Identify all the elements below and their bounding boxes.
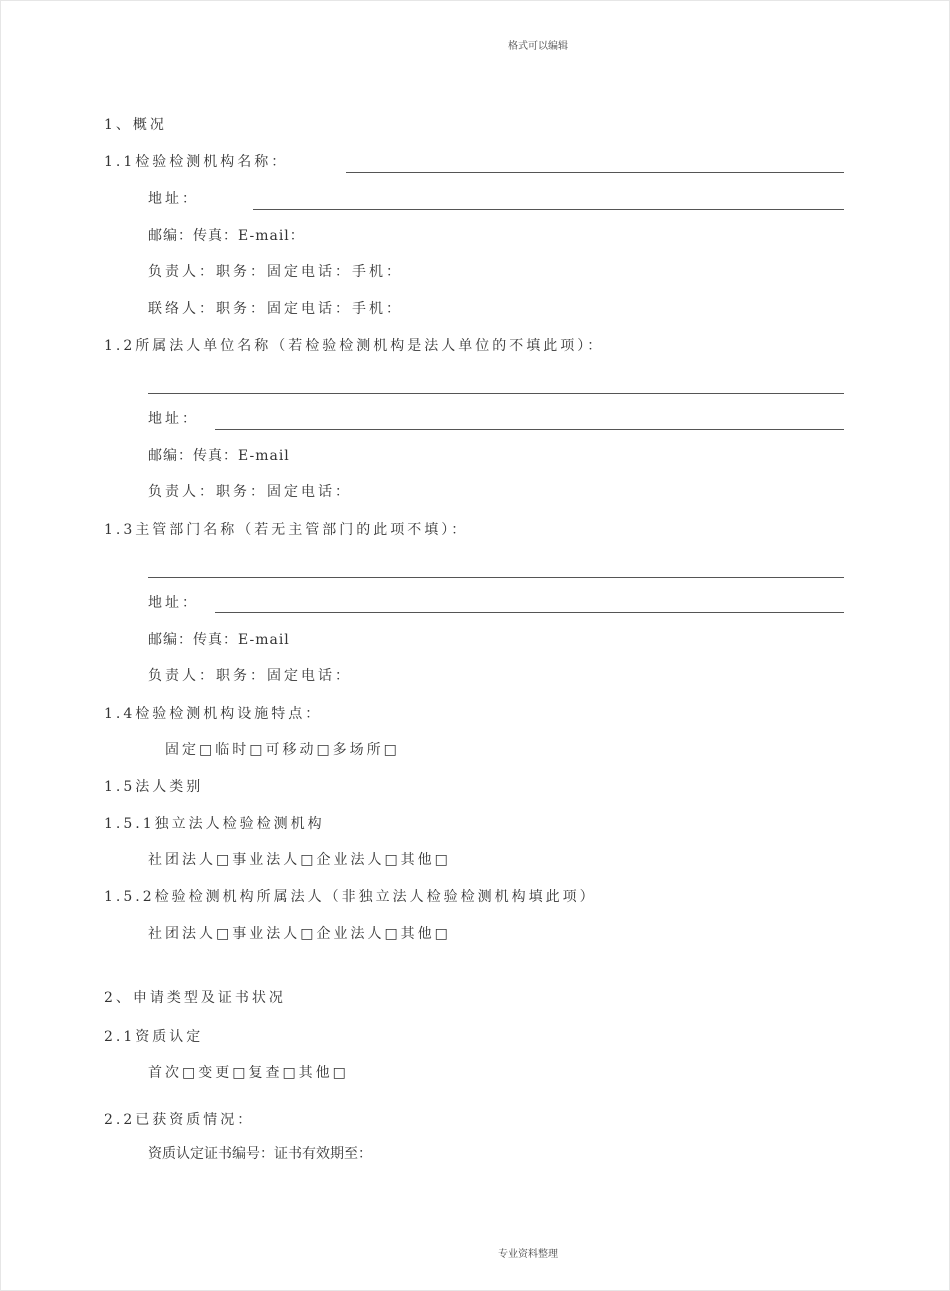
page-header: 格式可以编辑	[508, 41, 568, 52]
field-1-1-address-label: 地址：	[148, 191, 199, 207]
section-1-title: 1、概况	[104, 117, 167, 133]
field-1-1-name-line[interactable]	[346, 172, 844, 173]
field-2-1-options[interactable]: 首次□变更□复查□其他□	[148, 1065, 349, 1081]
field-1-5-1-label: 1.5.1独立法人检验检测机构	[104, 816, 325, 832]
field-2-1-label: 2.1资质认定	[104, 1029, 204, 1045]
field-1-2-address-label: 地址：	[148, 411, 199, 427]
field-2-2-label: 2.2已获资质情况：	[104, 1112, 255, 1128]
field-1-3-name-line[interactable]	[148, 577, 844, 578]
field-1-3-label: 1.3主管部门名称（若无主管部门的此项不填）：	[104, 522, 469, 538]
field-1-1-address-line[interactable]	[253, 209, 844, 210]
field-1-2-address-line[interactable]	[215, 429, 844, 430]
field-1-2-head: 负责人：职务：固定电话：	[148, 484, 352, 500]
field-1-4-label: 1.4检验检测机构设施特点：	[104, 706, 323, 722]
field-1-5-label: 1.5法人类别	[104, 779, 204, 795]
page-footer: 专业资料整理	[498, 1249, 558, 1260]
field-1-1-label: 1.1检验检测机构名称：	[104, 154, 289, 170]
field-1-2-label: 1.2所属法人单位名称（若检验检测机构是法人单位的不填此项）：	[104, 338, 605, 354]
field-1-1-postal: 邮编：传真：E-mail：	[148, 228, 305, 244]
field-1-4-options[interactable]: 固定□临时□可移动□多场所□	[165, 742, 400, 758]
field-1-5-2-options[interactable]: 社团法人□事业法人□企业法人□其他□	[148, 926, 451, 942]
field-1-3-address-line[interactable]	[215, 612, 844, 613]
field-1-3-head: 负责人：职务：固定电话：	[148, 668, 352, 684]
section-2-title: 2、申请类型及证书状况	[104, 990, 286, 1006]
field-1-1-head: 负责人：职务：固定电话：手机：	[148, 264, 403, 280]
field-2-2-cert: 资质认定证书编号：证书有效期至：	[148, 1146, 372, 1162]
field-1-2-postal: 邮编：传真：E-mail	[148, 448, 290, 464]
field-1-2-name-line[interactable]	[148, 393, 844, 394]
field-1-1-contact: 联络人：职务：固定电话：手机：	[148, 301, 403, 317]
field-1-3-postal: 邮编：传真：E-mail	[148, 632, 290, 648]
field-1-3-address-label: 地址：	[148, 595, 199, 611]
field-1-5-2-label: 1.5.2检验检测机构所属法人（非独立法人检验检测机构填此项）	[104, 889, 597, 905]
field-1-5-1-options[interactable]: 社团法人□事业法人□企业法人□其他□	[148, 852, 451, 868]
